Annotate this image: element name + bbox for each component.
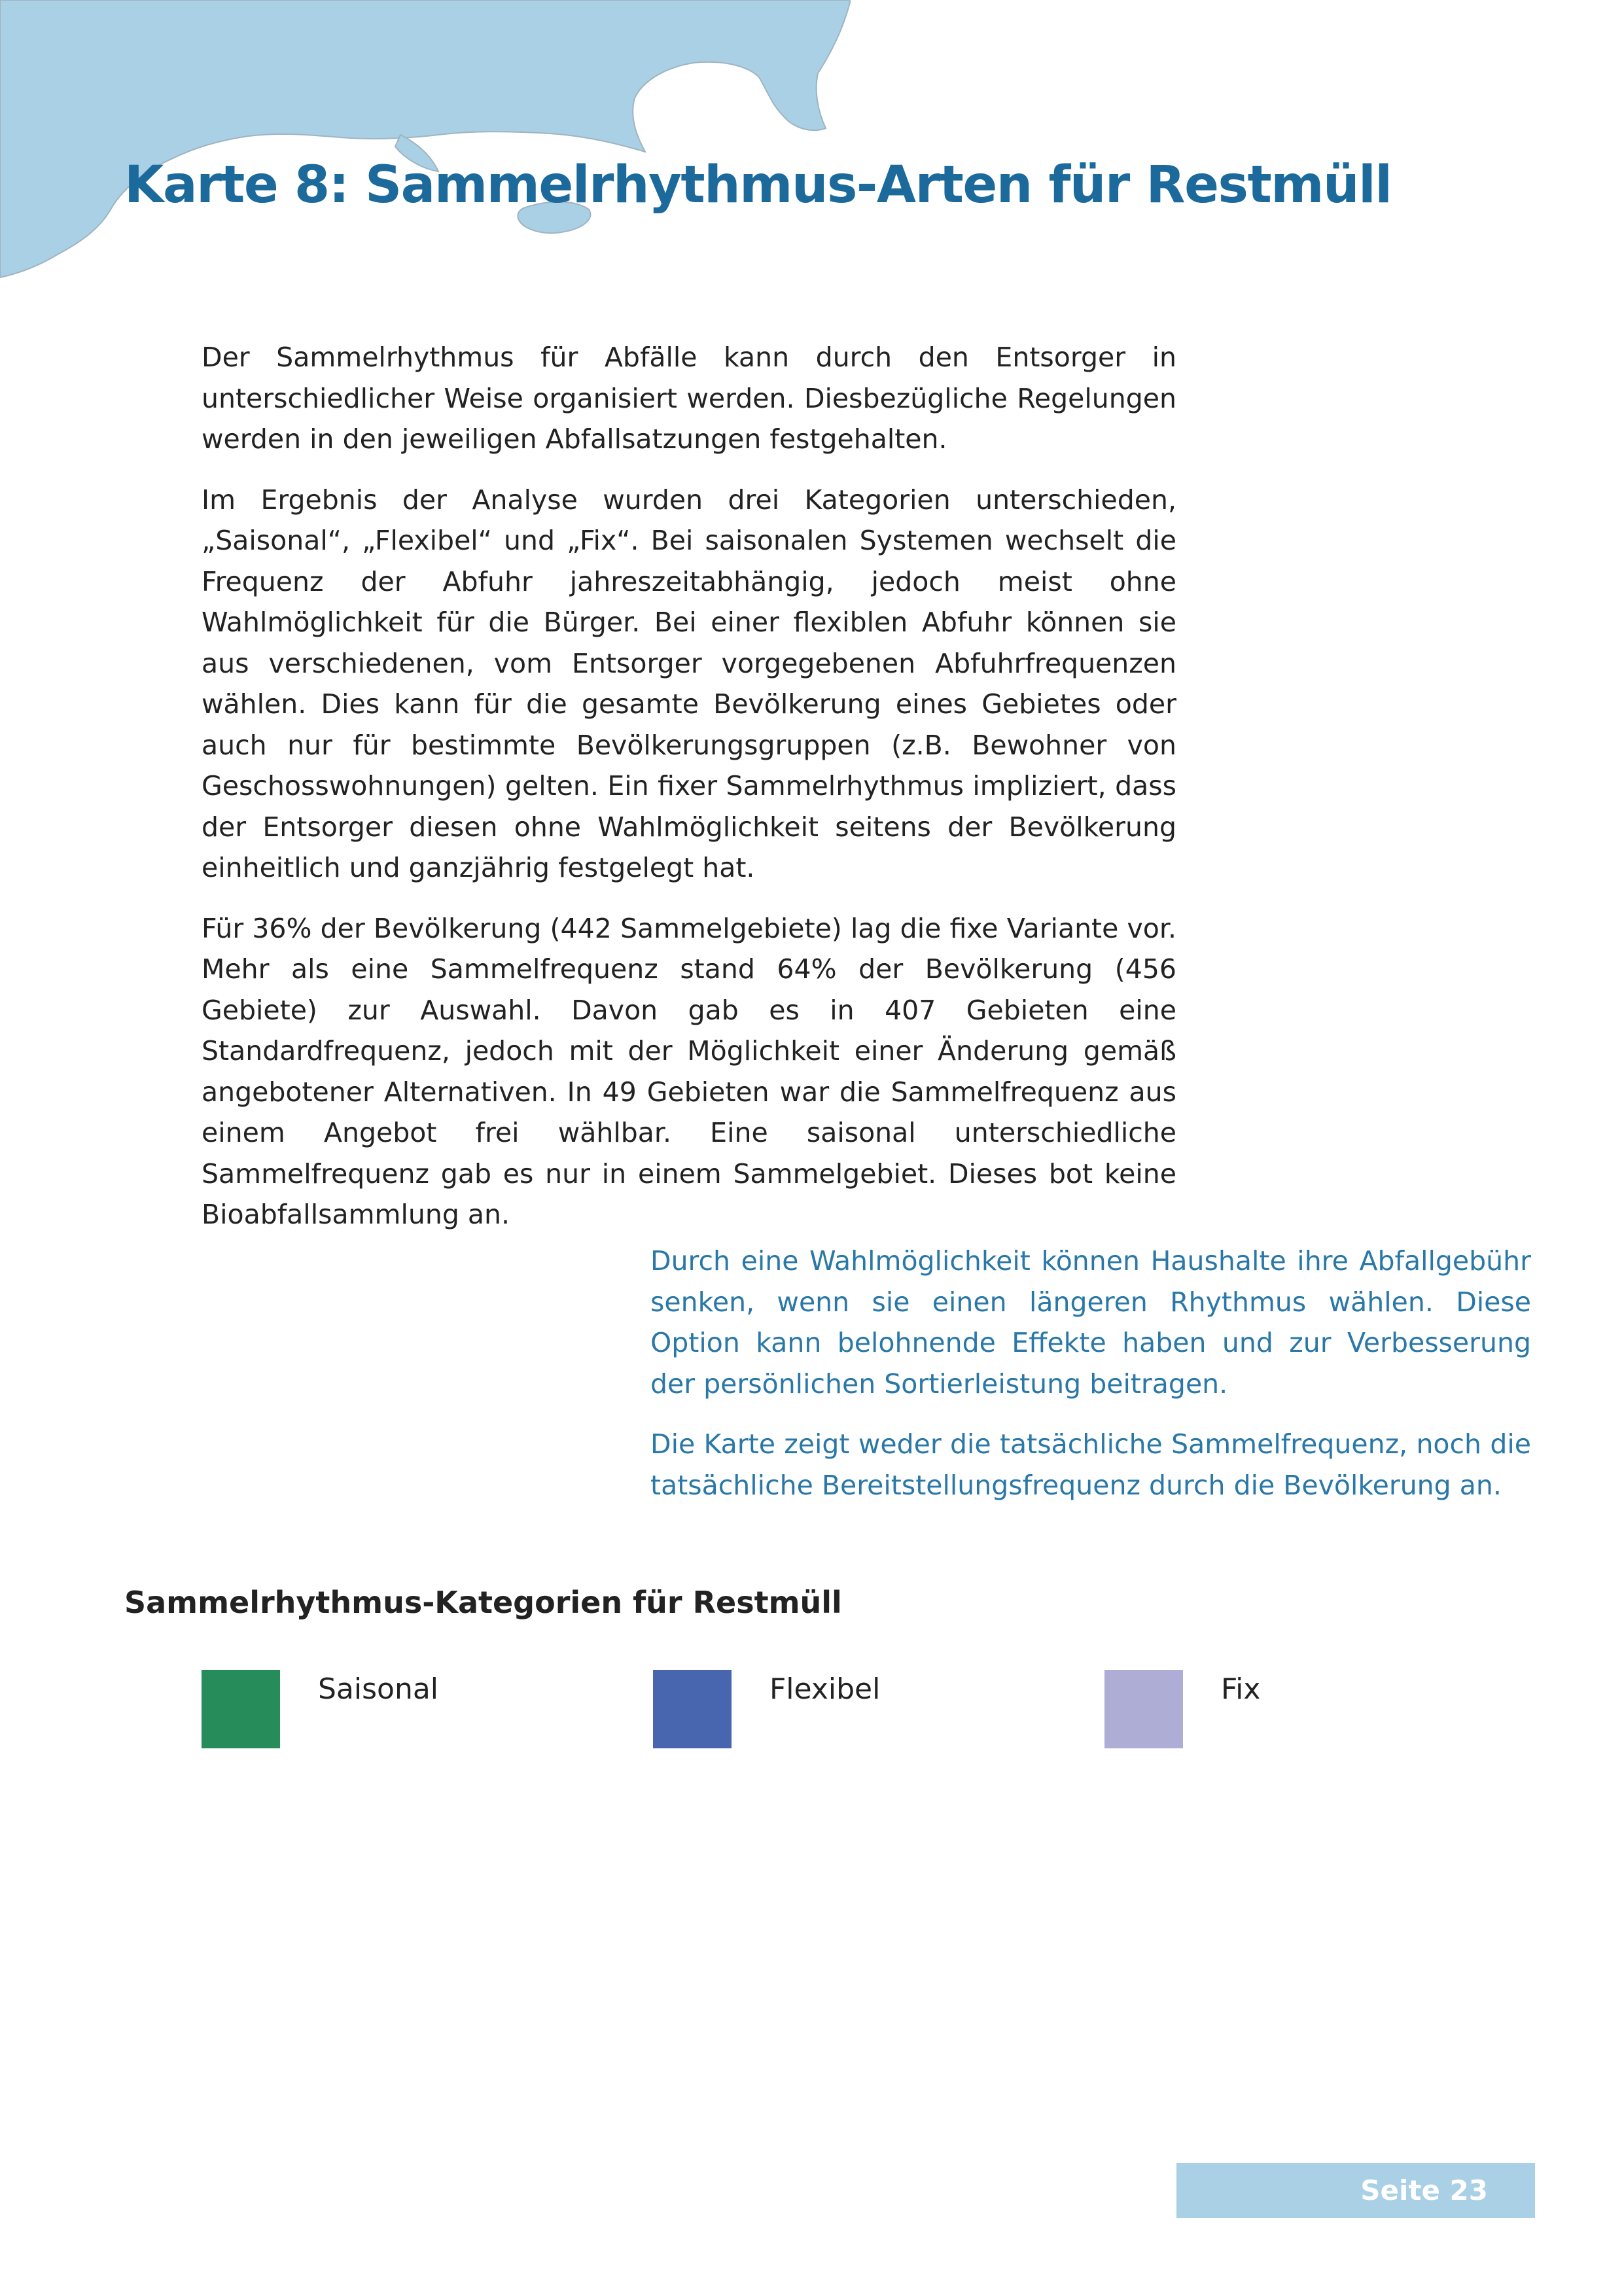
sea-area	[0, 0, 851, 277]
page-title: Karte 8: Sammelrhythmus-Arten für Restmüll	[124, 156, 1392, 215]
legend-title: Sammelrhythmus-Kategorien für Restmüll	[124, 1585, 842, 1620]
page-number-box	[1176, 2163, 1535, 2218]
page-number: Seite 23	[1360, 2174, 1488, 2206]
legend-swatch	[202, 1670, 280, 1748]
highlight-note	[650, 1241, 1531, 1525]
body-paragraph: Für 36% der Bevölkerung (442 Sammelgebiete) lag die fixe Variante vor. Mehr als eine Sammelfrequenz stand 64% der Bevölkerung (456 Gebiete) zur Auswahl. Davon gab es in 407 Gebieten eine Standardfrequenz, jedoch mit der Möglichkeit einer Änderung gemäß angebotener Alternativen. In 49 Gebieten war die Sammelfrequenz aus einem Angebot frei wählbar. Eine saisonal unterschiedliche Sammelfrequenz gab es nur in einem Sammelgebiet. Dieses bot keine Bioabfallsammlung an.	[202, 912, 1176, 1230]
body-paragraph: Im Ergebnis der Analyse wurden drei Kategorien unterschieden, „Saisonal“, „Flexibel“ und „Fix“. Bei saisonalen Systemen wechselt die Frequenz der Abfuhr jahreszeitabhängig, jedoch meist ohne Wahlmöglichkeit für die Bürger. Bei einer flexiblen Abfuhr können sie aus verschiedenen, vom Entsorger vorgegebenen Abfuhrfrequenzen wählen. Dies kann für die gesamte Bevölkerung eines Gebietes oder auch nur für bestimmte Bevölkerungsgruppen (z.B. Bewohner von Geschosswohnungen) gelten. Ein fixer Sammelrhythmus impliziert, dass der Entsorger diesen ohne Wahlmöglichkeit seitens der Bevölkerung einheitlich und ganzjährig festgelegt hat.	[202, 484, 1176, 883]
note-paragraph: Die Karte zeigt weder die tatsächliche Sammelfrequenz, noch die tatsächliche Bereitstellungsfrequenz durch die Bevölkerung an.	[650, 1428, 1531, 1501]
body-paragraph: Der Sammelrhythmus für Abfälle kann durch den Entsorger in unterschiedlicher Weise organisiert werden. Diesbezügliche Regelungen werden in den jeweiligen Abfallsatzungen festgehalten.	[202, 342, 1176, 455]
legend-label: Flexibel	[769, 1672, 881, 1706]
legend-swatch	[1104, 1670, 1183, 1748]
note-paragraph: Durch eine Wahlmöglichkeit können Haushalte ihre Abfallgebühr senken, wenn sie einen längeren Rhythmus wählen. Diese Option kann belohnende Effekte haben und zur Verbesserung der persönlichen Sortierleistung beitragen.	[650, 1245, 1531, 1400]
body-text	[202, 337, 1176, 1255]
legend-swatch	[653, 1670, 732, 1748]
legend-label: Fix	[1221, 1672, 1261, 1706]
legend-label: Saisonal	[318, 1672, 439, 1706]
coastline-map-decoration	[0, 0, 851, 301]
